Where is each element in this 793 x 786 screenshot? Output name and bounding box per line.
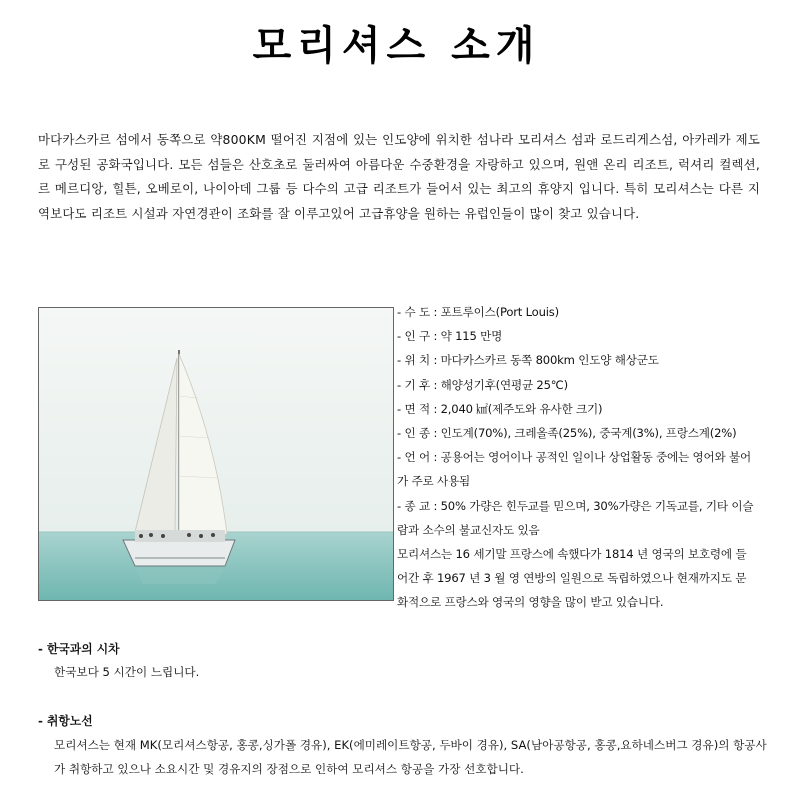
fact-population: - 인 구 : 약 115 만명	[397, 329, 503, 344]
fact-location: - 위 치 : 마다카스카르 동쪽 800km 인도양 해상군도	[397, 353, 659, 368]
fact-religion: - 종 교 : 50% 가량은 힌두교를 믿으며, 30%가량은 기독교를, 기타 이슬람과 소수의 불교신자도 있음	[397, 498, 754, 537]
page-title: 모리셔스 소개	[252, 23, 541, 69]
fact-history: 모리셔스는 16 세기말 프랑스에 속했다가 1814 년 영국의 보호령에 들어간 후 1967 년 3 월 영 연방의 일원으로 독립하였으나 현재까지도 문화적으로 프랑스와 영국의 영향을 많이 받고 있습니다.	[397, 547, 747, 610]
timezone-body: 한국보다 5 시간이 느립니다.	[54, 665, 200, 679]
fact-ethnicity: - 인 종 : 인도계(70%), 크레올족(25%), 중국계(3%), 프랑스계(2%)	[397, 426, 737, 441]
airlines-title: - 취항노선	[38, 714, 93, 728]
fact-climate: - 기 후 : 해양성기후(연평균 25℃)	[397, 377, 568, 392]
fact-language: - 언 어 : 공용어는 영어이나 공적인 일이나 상업활동 중에는 영어와 불어가 주로 사용됨	[397, 450, 752, 489]
facts-list	[397, 300, 757, 615]
sailboat-photo	[38, 307, 394, 601]
fact-capital: - 수 도 : 포트루이스(Port Louis)	[397, 305, 559, 319]
airlines-body: 모리셔스는 현재 MK(모리셔스항공, 홍콩,싱가폴 경유), EK(에미레이트항공, 두바이 경유), SA(남아공항공, 홍콩,요하네스버그 경유)의 항공사가 취항하고 있으나 소요시간 및 경유지의 장점으로 인하여 모리셔스 항공을 가장 선호합니다.	[54, 738, 767, 776]
timezone-title: - 한국과의 시차	[38, 642, 120, 656]
intro-paragraph: 마다카스카르 섬에서 동쪽으로 약800KM 떨어진 지점에 있는 인도양에 위치한 섬나라 모리셔스 섬과 로드리게스섬, 아카레카 제도로 구성된 공화국입니다. 모든 섬들은 산호초로 둘러싸여 아름다운 수중환경을 자랑하고 있으며, 원앤 온리 리조트, 럭셔리 컬렉션, 르 메르디앙, 힐튼, 오베로이, 나이아데 그룹 등 다수의 고급 리조트가 들어서 있는 최고의 휴양지 입니다. 특히 모리셔스는 다른 지역보다도 리조트 시설과 자연경관이 조화를 잘 이루고있어 고급휴양을 원하는 유럽인들이 많이 찾고 있습니다.	[38, 132, 760, 221]
fact-area: - 면 적 : 2,040 ㎢(제주도와 유사한 크기)	[397, 401, 603, 416]
